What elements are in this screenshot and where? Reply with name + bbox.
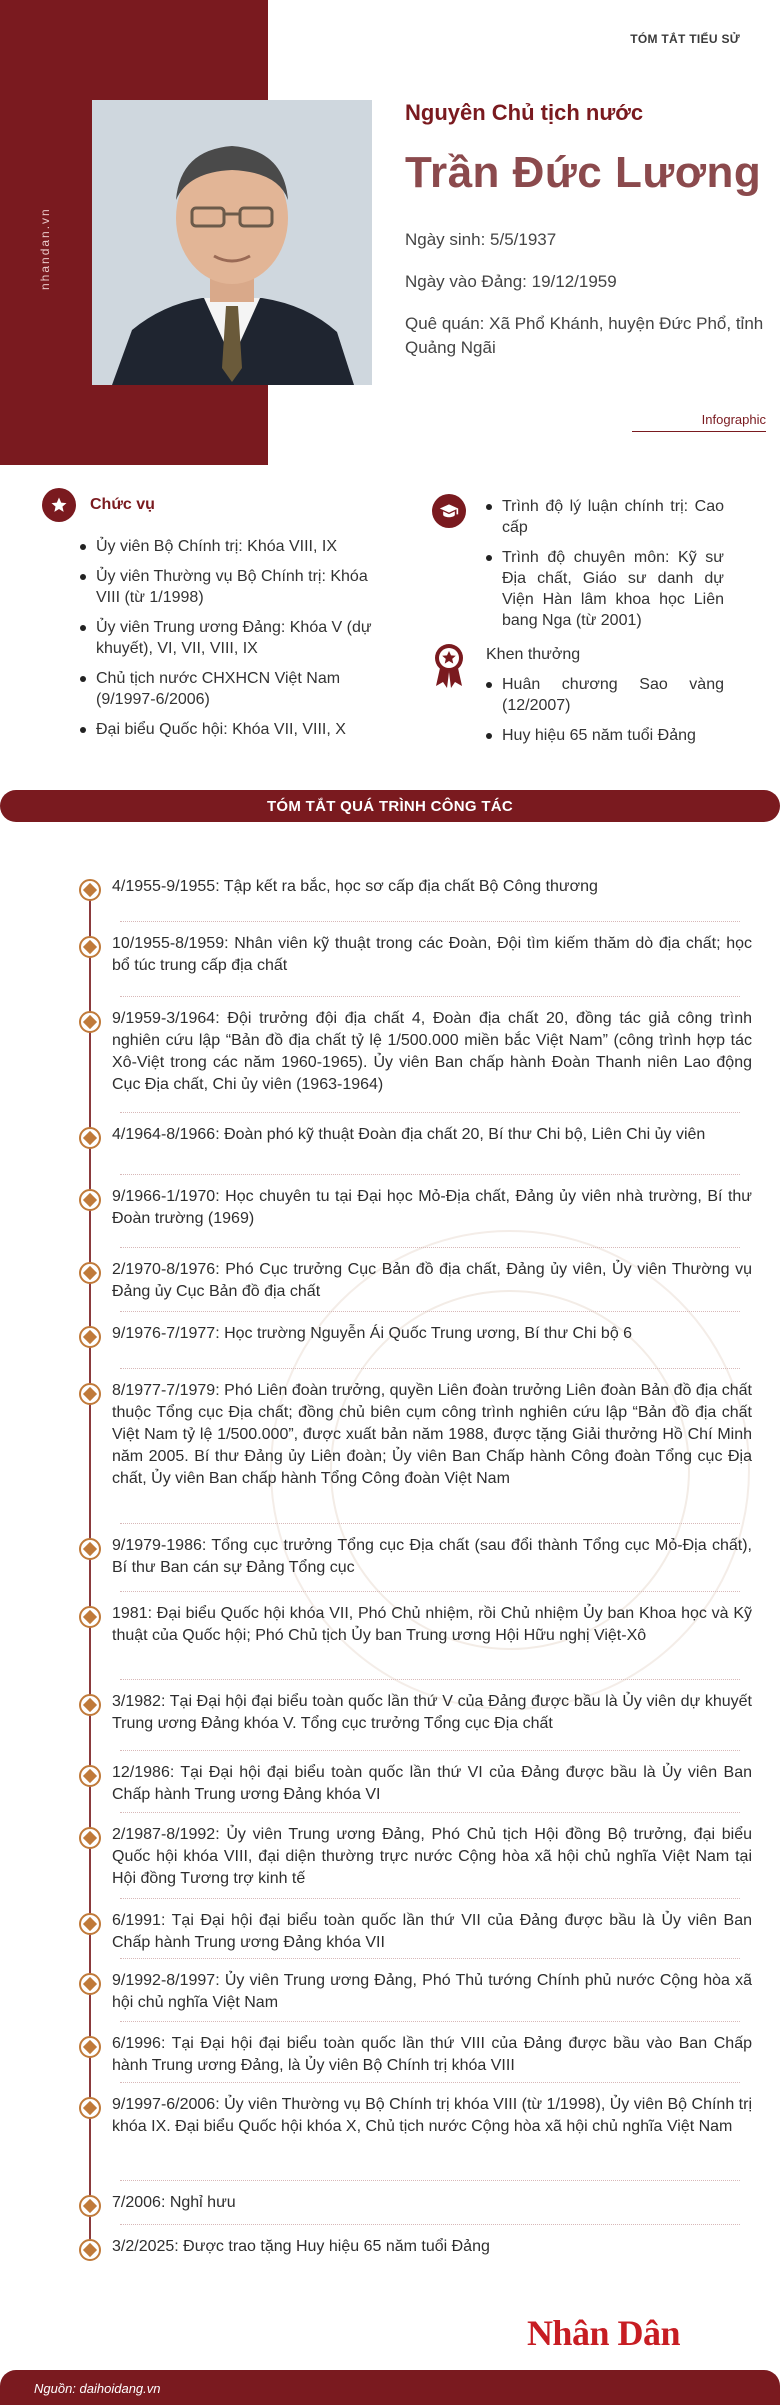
timeline-separator — [120, 1174, 740, 1175]
positions-list — [78, 536, 378, 749]
timeline-separator — [120, 1247, 740, 1248]
timeline-marker-icon — [79, 2195, 101, 2217]
list-item: Huy hiệu 65 năm tuổi Đảng — [484, 725, 724, 746]
awards-list — [484, 674, 724, 755]
timeline-marker-icon — [79, 2036, 101, 2058]
career-section-title: TÓM TẮT QUÁ TRÌNH CÔNG TÁC — [0, 790, 780, 822]
timeline-entry: 7/2006: Nghỉ hưu — [112, 2194, 236, 2211]
timeline-entry: 9/1992-8/1997: Ủy viên Trung ương Đảng, Phó Thủ tướng Chính phủ nước Cộng hòa xã hội chủ nghĩa Việt Nam — [112, 1972, 752, 2011]
timeline-entry: 2/1970-8/1976: Phó Cục trưởng Cục Bản đồ địa chất, Đảng ủy viên, Ủy viên Thường vụ Đảng ủy Cục Bản đồ địa chất — [112, 1261, 752, 1300]
timeline-marker-icon — [79, 936, 101, 958]
timeline-entry: 9/1976-7/1977: Học trường Nguyễn Ái Quốc Trung ương, Bí thư Chi bộ 6 — [112, 1325, 633, 1342]
list-item: Ủy viên Bộ Chính trị: Khóa VIII, IX — [78, 536, 378, 557]
timeline-separator — [120, 1958, 740, 1959]
timeline-entry: 6/1991: Tại Đại hội đại biểu toàn quốc lần thứ VII của Đảng được bầu là Ủy viên Ban Chấp hành Trung ương Đảng khóa VII — [112, 1912, 752, 1951]
timeline-marker-icon — [79, 1383, 101, 1405]
timeline-entry: 4/1964-8/1966: Đoàn phó kỹ thuật Đoàn địa chất 20, Bí thư Chi bộ, Liên Chi ủy viên — [112, 1126, 706, 1143]
timeline-separator — [120, 2224, 740, 2225]
list-item: Trình độ lý luận chính trị: Cao cấp — [484, 496, 724, 538]
timeline-entry: 1981: Đại biểu Quốc hội khóa VII, Phó Chủ nhiệm, rồi Chủ nhiệm Ủy ban Khoa học và Kỹ thuật của Quốc hội; Phó Chủ tịch Ủy ban Trung ương Hội Hữu nghị Việt-Xô — [112, 1605, 752, 1644]
timeline-marker-icon — [79, 1973, 101, 1995]
timeline-separator — [120, 1112, 740, 1113]
star-icon — [42, 488, 76, 522]
timeline-marker-icon — [79, 1127, 101, 1149]
timeline-entry: 9/1959-3/1964: Đội trưởng đội địa chất 4, Đoàn địa chất 20, đồng tác giả công trình nghiên cứu lập “Bản đồ địa chất tỷ lệ 1/500.000 miền bắc Việt Nam” (công trình hợp tác Xô-Việt trong các năm 1960-1965). Ủy viên Ban chấp hành Đoàn Thanh niên Lao động Cục Địa chất, Chi ủy viên (1963-1964) — [112, 1010, 752, 1093]
nhan-dan-logo: Nhân Dân — [526, 2313, 680, 2353]
timeline-entry: 2/1987-8/1992: Ủy viên Trung ương Đảng, Phó Chủ tịch Hội đồng Bộ trưởng, đại biểu Quốc hội khóa VIII, đại diện thường trực nước Cộng hòa xã hội chủ nghĩa Việt Nam tại Hội đồng Tương trợ kinh tế — [112, 1826, 752, 1887]
timeline-marker-icon — [79, 1189, 101, 1211]
timeline-marker-icon — [79, 2097, 101, 2119]
subtitle: Nguyên Chủ tịch nước — [405, 100, 644, 125]
source-credit: Nguồn: daihoidang.vn — [34, 2381, 161, 2396]
timeline-entry: 10/1955-8/1959: Nhân viên kỹ thuật trong các Đoàn, Đội tìm kiếm thăm dò địa chất; học bổ túc trung cấp địa chất — [112, 935, 752, 974]
hometown: Quê quán: Xã Phổ Khánh, huyện Đức Phổ, tỉnh Quảng Ngãi — [405, 314, 764, 357]
positions-title: Chức vụ — [90, 496, 155, 513]
timeline-separator — [120, 1591, 740, 1592]
person-name: Trần Đức Lương — [405, 148, 762, 197]
timeline-entry: 4/1955-9/1955: Tập kết ra bắc, học sơ cấp địa chất Bộ Công thương — [112, 878, 598, 895]
timeline-marker-icon — [79, 1606, 101, 1628]
timeline-separator — [120, 1523, 740, 1524]
timeline-marker-icon — [79, 1913, 101, 1935]
list-item: Trình độ chuyên môn: Kỹ sư Địa chất, Giáo sư danh dự Viện Hàn lâm khoa học Liên bang Nga (từ 2001) — [484, 547, 724, 631]
medal-icon — [432, 642, 466, 688]
timeline-separator — [120, 2021, 740, 2022]
timeline-marker-icon — [79, 2239, 101, 2261]
timeline-separator — [120, 996, 740, 997]
timeline-entry: 8/1977-7/1979: Phó Liên đoàn trưởng, quyền Liên đoàn trưởng Liên đoàn Bản đồ địa chất thuộc Tổng cục Địa chất; đồng chủ biên cụm công trình nghiên cứu lập “Bản đồ địa chất Việt Nam tỷ lệ 1/500.000”, được xuất bản năm 1988, được tặng Giải thưởng Hồ Chí Minh năm 2005. Bí thư Đảng ủy Liên đoàn; Ủy viên Ban Chấp hành Công đoàn Tổng cục Địa chất, Ủy viên Ban chấp hành Tổng Công đoàn Việt Nam — [112, 1382, 752, 1487]
timeline-entry: 9/1997-6/2006: Ủy viên Thường vụ Bộ Chính trị khóa VIII (từ 1/1998), Ủy viên Bộ Chính trị khóa IX. Đại biểu Quốc hội khóa X, Chủ tịch nước Cộng hòa xã hội chủ nghĩa Việt Nam — [112, 2096, 752, 2135]
timeline-entry: 3/1982: Tại Đại hội đại biểu toàn quốc lần thứ V của Đảng được bầu là Ủy viên dự khuyết Trung ương Đảng khóa V. Tổng cục trưởng Tổng cục Địa chất — [112, 1693, 752, 1732]
timeline-separator — [120, 1368, 740, 1369]
timeline-separator — [120, 2082, 740, 2083]
list-item: Huân chương Sao vàng (12/2007) — [484, 674, 724, 716]
portrait-photo — [92, 100, 372, 385]
infographic-tag: Infographic — [632, 412, 766, 432]
timeline-separator — [120, 1812, 740, 1813]
timeline-marker-icon — [79, 1262, 101, 1284]
timeline-marker-icon — [79, 1694, 101, 1716]
awards-title: Khen thưởng — [486, 646, 581, 663]
education-list — [484, 496, 724, 640]
birth-date: Ngày sinh: 5/5/1937 — [405, 230, 557, 249]
timeline-separator — [120, 921, 740, 922]
section-tag: TÓM TẮT TIỂU SỬ — [630, 32, 740, 46]
graduation-cap-icon — [432, 494, 466, 528]
timeline-entry: 6/1996: Tại Đại hội đại biểu toàn quốc lần thứ VIII của Đảng được bầu vào Ban Chấp hành Trung ương Đảng, là Ủy viên Bộ Chính trị khóa VIII — [112, 2035, 752, 2074]
timeline-marker-icon — [79, 1326, 101, 1348]
timeline-entry: 12/1986: Tại Đại hội đại biểu toàn quốc lần thứ VI của Đảng được bầu là Ủy viên Ban Chấp hành Trung ương Đảng khóa VI — [112, 1764, 752, 1803]
timeline-marker-icon — [79, 1765, 101, 1787]
vertical-brand: nhandan.vn — [38, 207, 52, 290]
list-item: Ủy viên Trung ương Đảng: Khóa V (dự khuyết), VI, VII, VIII, IX — [78, 617, 378, 659]
party-join-date: Ngày vào Đảng: 19/12/1959 — [405, 272, 617, 291]
list-item: Chủ tịch nước CHXHCN Việt Nam (9/1997-6/2006) — [78, 668, 378, 710]
timeline-separator — [120, 1679, 740, 1680]
timeline-entry: 3/2/2025: Được trao tặng Huy hiệu 65 năm tuổi Đảng — [112, 2238, 490, 2255]
list-item: Đại biểu Quốc hội: Khóa VII, VIII, X — [78, 719, 378, 740]
timeline-entry: 9/1979-1986: Tổng cục trưởng Tổng cục Địa chất (sau đổi thành Tổng cục Mỏ-Địa chất), Bí thư Ban cán sự Đảng Tổng cục — [112, 1537, 752, 1576]
timeline-marker-icon — [79, 879, 101, 901]
timeline-entry: 9/1966-1/1970: Học chuyên tu tại Đại học Mỏ-Địa chất, Đảng ủy viên nhà trường, Bí thư Đoàn trường (1969) — [112, 1188, 752, 1227]
list-item: Ủy viên Thường vụ Bộ Chính trị: Khóa VIII (từ 1/1998) — [78, 566, 378, 608]
timeline-separator — [120, 1898, 740, 1899]
timeline-marker-icon — [79, 1538, 101, 1560]
timeline-marker-icon — [79, 1011, 101, 1033]
timeline-separator — [120, 1311, 740, 1312]
timeline-separator — [120, 1750, 740, 1751]
timeline-marker-icon — [79, 1827, 101, 1849]
timeline-separator — [120, 2180, 740, 2181]
